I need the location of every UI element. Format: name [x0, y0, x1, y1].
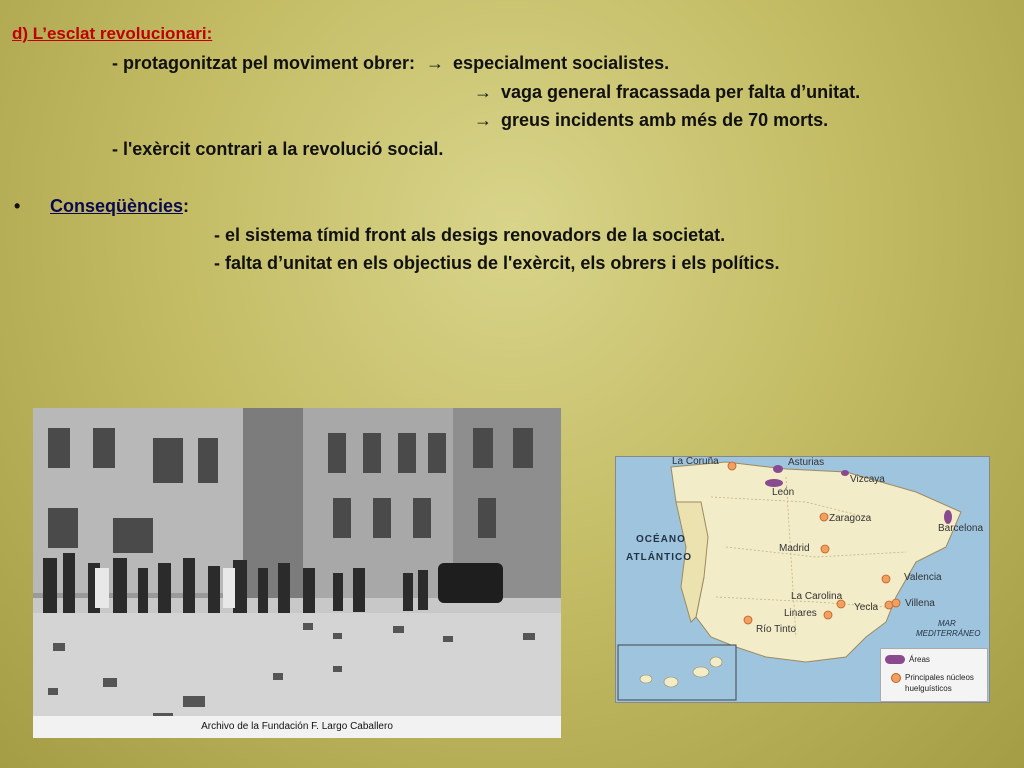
photo-caption: Archivo de la Fundación F. Largo Caballero	[33, 716, 561, 738]
legend-nuclei	[885, 673, 974, 683]
place-label: Valencia	[904, 572, 942, 583]
place-label: Zaragoza	[829, 513, 872, 524]
place-label: León	[772, 487, 795, 498]
legend-areas	[885, 655, 930, 664]
sea-label: MAR	[938, 619, 956, 628]
place-label: Linares	[784, 608, 817, 619]
place-label: Villena	[905, 598, 935, 609]
consequence-item: - el sistema tímid front als desigs renovadors de la societat.	[214, 225, 726, 245]
text-line	[112, 53, 669, 74]
bullet-icon: •	[14, 196, 21, 216]
ocean-label: OCÉANO	[636, 534, 686, 545]
arrow-icon: →	[474, 82, 492, 102]
place-label: Vizcaya	[850, 474, 885, 485]
section-heading: d) L’esclat revolucionari:	[12, 24, 213, 43]
place-label: La Coruña	[672, 456, 719, 467]
arrow-icon: →	[426, 53, 445, 73]
consequences-colon: :	[183, 196, 190, 216]
place-label: Yecla	[854, 602, 879, 613]
map-legend	[880, 648, 988, 702]
nucleus-dot-icon	[891, 673, 901, 683]
place-label: Río Tinto	[756, 624, 797, 635]
line-general-strike: vaga general fracassada per falta d’unitat.	[501, 82, 861, 102]
sea-label: MEDITERRÁNEO	[916, 629, 981, 638]
consequences-title: Conseqüències	[50, 196, 184, 216]
arrow-icon: →	[474, 110, 492, 130]
place-label: La Carolina	[791, 591, 843, 602]
consequences-label	[50, 196, 189, 217]
street-scene-image	[33, 408, 561, 738]
place-label: Asturias	[788, 457, 825, 468]
text-line	[474, 110, 828, 131]
line-incidents: greus incidents amb més de 70 morts.	[501, 110, 829, 130]
line-army: - l'exèrcit contrari a la revolució social.	[112, 139, 444, 159]
legend-nuclei-line2: huelguísticos	[905, 684, 952, 693]
legend-nuclei-label: Principales núcleos	[905, 673, 974, 683]
place-label: Madrid	[779, 543, 810, 554]
ocean-label: ATLÁNTICO	[626, 552, 693, 563]
consequence-item: - falta d’unitat en els objectius de l'exèrcit, els obrers i els polítics.	[214, 253, 780, 273]
line-protagonist: - protagonitzat pel moviment obrer:	[112, 53, 416, 73]
legend-areas-label: Áreas	[909, 655, 930, 664]
text-line	[474, 82, 860, 103]
line-socialists: especialment socialistes.	[453, 53, 670, 73]
place-label: Barcelona	[938, 523, 984, 534]
historical-photo	[33, 408, 561, 738]
area-swatch-icon	[885, 655, 905, 664]
